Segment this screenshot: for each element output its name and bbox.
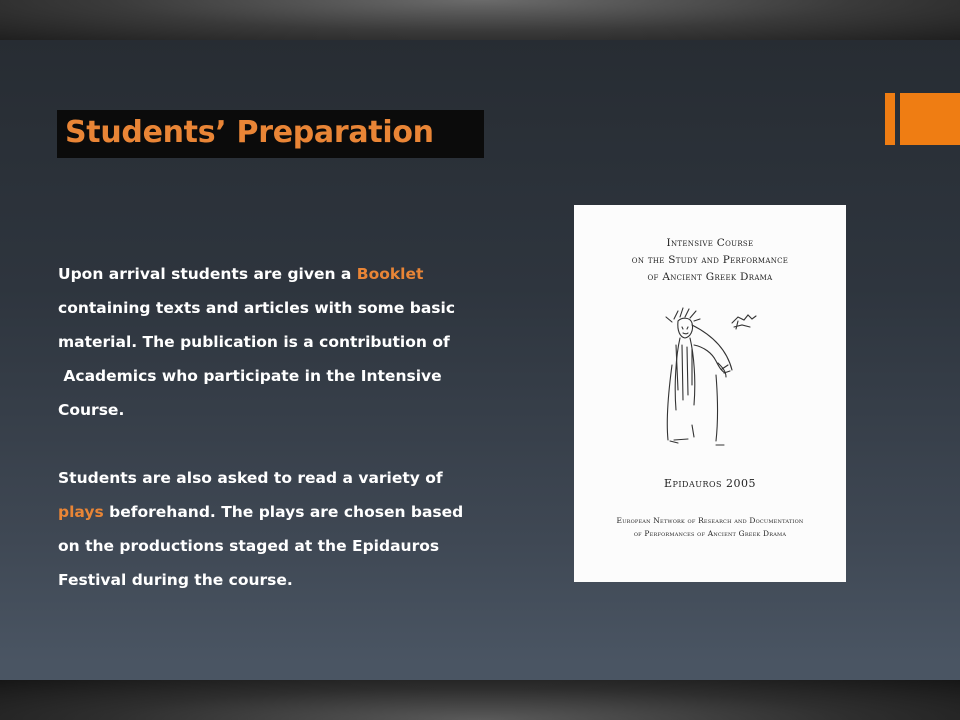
booklet-title-line-2: on the Study and Performance: [631, 254, 789, 266]
body-text: [58, 257, 508, 597]
paragraph-1-line-3: material. The publication is a contribution of: [58, 333, 450, 351]
booklet-network-line-2: of Performances of Ancient Greek Drama: [633, 529, 787, 538]
paragraph-1-line-1: [58, 257, 508, 291]
text-span: beforehand. The plays are chosen based: [103, 503, 464, 521]
title-box: [57, 110, 484, 158]
booklet-cover-image: [574, 205, 846, 582]
paragraph-2-line-3: on the productions staged at the Epidauros: [58, 537, 440, 555]
paragraph-1-line-4: Academics who participate in the Intensive: [58, 367, 442, 385]
figure-sketch-illustration: [652, 305, 772, 450]
paragraph-1-line-2: containing texts and articles with some basic: [58, 299, 456, 317]
paragraph-1-line-5: Course.: [58, 401, 125, 419]
booklet-network-line-1: European Network of Research and Documentation: [616, 516, 804, 525]
paragraph-2-line-1: Students are also asked to read a variety of: [58, 469, 443, 487]
plays-highlight: plays: [58, 503, 104, 521]
slide-title: Students’ Preparation: [65, 115, 434, 150]
booklet-year: Epidauros 2005: [663, 477, 757, 490]
paragraph-gap: [58, 427, 508, 461]
top-band: [0, 0, 960, 40]
paragraph-2-line-4: Festival during the course.: [58, 571, 293, 589]
booklet-highlight: Booklet: [356, 265, 424, 283]
booklet-title-line-1: Intensive Course: [666, 237, 754, 249]
booklet-title-line-3: of Ancient Greek Drama: [647, 271, 773, 283]
accent-bar-thick: [900, 93, 960, 145]
booklet-network: [574, 514, 846, 540]
accent-bar-thin: [885, 93, 895, 145]
text-span: Upon arrival students are given a: [58, 265, 357, 283]
bottom-band: [0, 680, 960, 720]
booklet-title: [574, 235, 846, 286]
paragraph-2-line-2: [58, 495, 508, 529]
